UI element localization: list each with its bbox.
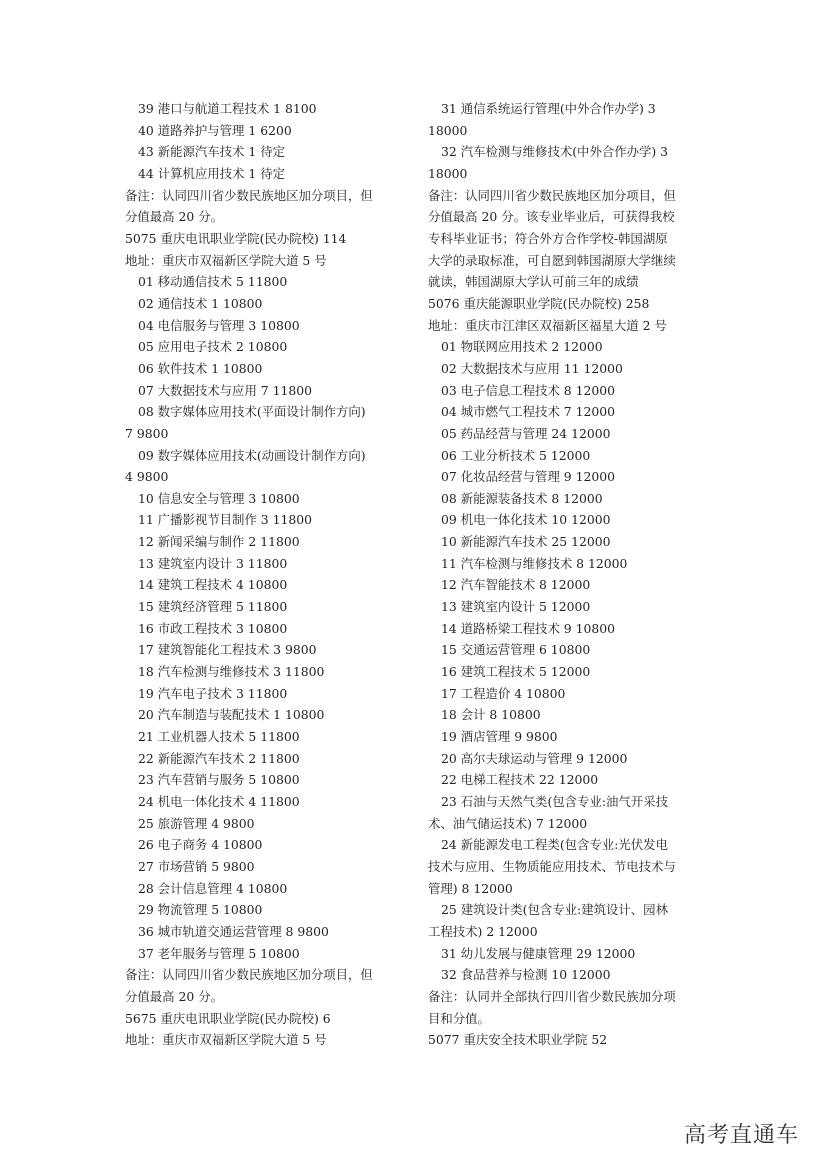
remark-text: 备注：认同并全部执行四川省少数民族加分项 (428, 988, 676, 1004)
remark-text: 备注：认同四川省少数民族地区加分项目，但 (125, 967, 373, 983)
program-entry: 01 物联网应用技术 2 12000 (441, 339, 603, 355)
program-entry: 32 食品营养与检测 10 12000 (441, 967, 611, 983)
program-entry: 10 新能源汽车技术 25 12000 (441, 534, 611, 550)
remark-text: 备注：认同四川省少数民族地区加分项目，但 (125, 187, 373, 203)
program-entry-continuation: 工程技术) 2 12000 (428, 923, 538, 939)
program-entry: 04 城市燃气工程技术 7 12000 (441, 404, 616, 420)
program-entry: 07 化妆品经营与管理 9 12000 (441, 469, 616, 485)
school-address: 地址：重庆市江津区双福新区福星大道 2 号 (428, 317, 667, 333)
program-entry: 32 汽车检测与维修技术(中外合作办学) 3 (441, 144, 669, 160)
program-entry: 27 市场营销 5 9800 (138, 858, 255, 874)
program-entry: 09 数字媒体应用技术(动画设计制作方向) (138, 447, 366, 463)
program-entry: 02 大数据技术与应用 11 12000 (441, 360, 623, 376)
remark-text: 专科毕业证书；符合外方合作学校-韩国湖原 (428, 230, 668, 246)
right-column (428, 98, 706, 1051)
program-entry: 08 新能源装备技术 8 12000 (441, 490, 603, 506)
school-header: 5076 重庆能源职业学院(民办院校) 258 (428, 295, 650, 311)
program-entry: 01 移动通信技术 5 11800 (138, 274, 288, 290)
program-entry: 19 酒店管理 9 9800 (441, 729, 558, 745)
program-entry: 31 通信系统运行管理(中外合作办学) 3 (441, 101, 656, 116)
program-entry: 37 老年服务与管理 5 10800 (138, 945, 300, 961)
program-entry: 06 软件技术 1 10800 (138, 360, 263, 376)
program-entry: 19 汽车电子技术 3 11800 (138, 685, 288, 701)
program-entry: 09 机电一体化技术 10 12000 (441, 512, 611, 528)
program-entry: 21 工业机器人技术 5 11800 (138, 729, 300, 745)
program-entry-continuation: 管理) 8 12000 (428, 880, 513, 896)
program-entry: 23 石油与天然气类(包含专业:油气开采技 (441, 794, 668, 809)
program-entry: 20 高尔夫球运动与管理 9 12000 (441, 750, 628, 766)
program-entry: 02 通信技术 1 10800 (138, 295, 263, 311)
program-entry: 14 建筑工程技术 4 10800 (138, 577, 288, 593)
program-entry: 24 机电一体化技术 4 11800 (138, 794, 300, 809)
program-entry: 20 汽车制造与装配技术 1 10800 (138, 707, 325, 723)
program-entry: 29 物流管理 5 10800 (138, 902, 263, 918)
program-entry: 24 新能源发电工程类(包含专业:光伏发电 (441, 837, 668, 853)
program-entry: 16 建筑工程技术 5 12000 (441, 664, 591, 680)
program-entry: 25 旅游管理 4 9800 (138, 815, 255, 831)
remark-text: 分值最高 20 分。 (125, 988, 223, 1004)
program-entry-continuation: 4 9800 (125, 469, 169, 485)
program-entry: 12 汽车智能技术 8 12000 (441, 577, 591, 593)
program-entry: 22 电梯工程技术 22 12000 (441, 772, 599, 788)
program-entry: 22 新能源汽车技术 2 11800 (138, 750, 300, 766)
program-entry: 44 计算机应用技术 1 待定 (138, 165, 285, 181)
program-entry: 15 交通运营管理 6 10800 (441, 642, 591, 658)
remark-text: 分值最高 20 分。 (125, 209, 223, 225)
school-header: 5077 重庆安全技术职业学院 52 (428, 1032, 608, 1048)
program-entry: 08 数字媒体应用技术(平面设计制作方向) (138, 404, 366, 420)
program-entry: 17 建筑智能化工程技术 3 9800 (138, 642, 317, 658)
remark-text: 就读，韩国湖原大学认可前三年的成绩 (428, 274, 639, 290)
remark-text: 备注：认同四川省少数民族地区加分项目，但 (428, 187, 676, 203)
remark-text: 大学的录取标准，可自愿到韩国湖原大学继续 (428, 252, 676, 268)
program-entry: 17 工程造价 4 10800 (441, 685, 566, 701)
program-entry: 40 道路养护与管理 1 6200 (138, 122, 292, 138)
program-entry: 05 药品经营与管理 24 12000 (441, 425, 611, 441)
program-entry: 07 大数据技术与应用 7 11800 (138, 382, 313, 398)
program-entry: 04 电信服务与管理 3 10800 (138, 317, 300, 333)
program-entry: 06 工业分析技术 5 12000 (441, 447, 591, 463)
program-entry: 18 会计 8 10800 (441, 707, 541, 723)
program-entry-continuation: 18000 (428, 122, 468, 138)
program-entry: 18 汽车检测与维修技术 3 11800 (138, 664, 325, 680)
school-address: 地址：重庆市双福新区学院大道 5 号 (125, 252, 327, 268)
program-entry: 16 市政工程技术 3 10800 (138, 620, 288, 636)
program-entry-continuation: 术、油气储运技术) 7 12000 (428, 815, 588, 831)
program-entry: 23 汽车营销与服务 5 10800 (138, 772, 300, 788)
program-entry: 31 幼儿发展与健康管理 29 12000 (441, 945, 636, 961)
program-entry: 43 新能源汽车技术 1 待定 (138, 144, 285, 160)
watermark-logo: 高考直通车 (683, 1123, 799, 1148)
program-entry: 13 建筑室内设计 5 12000 (441, 599, 591, 615)
remark-text: 目和分值。 (428, 1010, 490, 1026)
program-entry: 11 汽车检测与维修技术 8 12000 (441, 555, 628, 571)
program-entry: 10 信息安全与管理 3 10800 (138, 490, 300, 506)
program-entry: 05 应用电子技术 2 10800 (138, 339, 288, 355)
school-header: 5675 重庆电讯职业学院(民办院校) 6 (125, 1010, 331, 1026)
remark-text: 分值最高 20 分。该专业毕业后，可获得我校 (428, 209, 675, 225)
program-entry: 28 会计信息管理 4 10800 (138, 880, 288, 896)
school-address: 地址：重庆市双福新区学院大道 5 号 (125, 1032, 327, 1048)
program-entry: 36 城市轨道交通运营管理 8 9800 (138, 923, 329, 939)
program-entry-continuation: 18000 (428, 165, 468, 181)
program-entry: 13 建筑室内设计 3 11800 (138, 555, 288, 571)
program-entry: 03 电子信息工程技术 8 12000 (441, 382, 616, 398)
program-entry: 15 建筑经济管理 5 11800 (138, 599, 288, 615)
program-entry: 12 新闻采编与制作 2 11800 (138, 534, 300, 550)
program-entry-continuation: 7 9800 (125, 425, 169, 441)
school-header: 5075 重庆电讯职业学院(民办院校) 114 (125, 230, 347, 246)
program-entry: 14 道路桥梁工程技术 9 10800 (441, 620, 616, 636)
program-entry-continuation: 技术与应用、生物质能应用技术、节电技术与 (428, 858, 676, 874)
program-entry: 25 建筑设计类(包含专业:建筑设计、园林 (441, 902, 668, 918)
program-entry: 26 电子商务 4 10800 (138, 837, 263, 853)
left-column (125, 98, 403, 1051)
program-entry: 39 港口与航道工程技术 1 8100 (138, 101, 317, 116)
program-entry: 11 广播影视节目制作 3 11800 (138, 512, 313, 528)
